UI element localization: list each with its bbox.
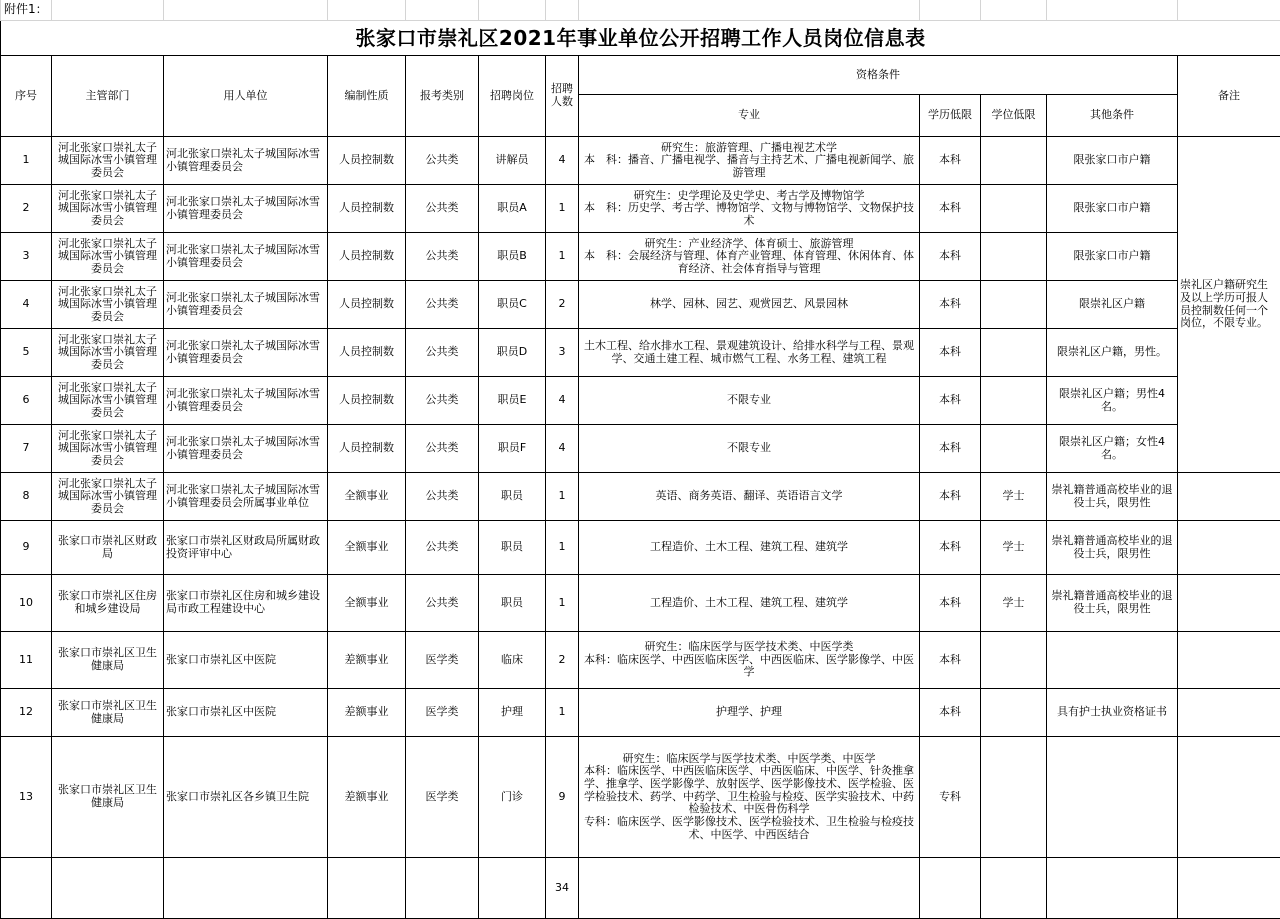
- attachment-label: 附件1：: [1, 0, 52, 21]
- seq-cell: 1: [1, 137, 52, 185]
- post-cell: 职员F: [479, 425, 546, 473]
- post-cell: 职员: [479, 575, 546, 632]
- edu-cell: 本科: [920, 329, 981, 377]
- header-nature: 编制性质: [328, 56, 406, 137]
- edu-cell: 本科: [920, 632, 981, 689]
- other-cell: 崇礼籍普通高校毕业的退役士兵，限男性: [1047, 473, 1178, 521]
- nature-cell: 差额事业: [328, 737, 406, 858]
- table-row: [1, 473, 1280, 521]
- category-cell: 公共类: [406, 281, 479, 329]
- degree-cell: 学士: [981, 473, 1047, 521]
- remark-cell-empty: [1178, 521, 1280, 575]
- seq-cell: 11: [1, 632, 52, 689]
- dept-cell: 张家口市崇礼区住房和城乡建设局: [52, 575, 164, 632]
- edu-cell: 本科: [920, 425, 981, 473]
- post-cell: 职员D: [479, 329, 546, 377]
- count-cell: 1: [546, 521, 579, 575]
- category-cell: 公共类: [406, 521, 479, 575]
- unit-cell: 河北张家口崇礼太子城国际冰雪小镇管理委员会: [164, 233, 328, 281]
- count-cell: 2: [546, 281, 579, 329]
- major-cell: 不限专业: [579, 425, 920, 473]
- edu-cell: 本科: [920, 233, 981, 281]
- header-unit: 用人单位: [164, 56, 328, 137]
- header-post: 招聘岗位: [479, 56, 546, 137]
- category-cell: 公共类: [406, 233, 479, 281]
- empty-cell: [52, 858, 164, 919]
- dept-cell: 河北张家口崇礼太子城国际冰雪小镇管理委员会: [52, 425, 164, 473]
- degree-cell: 学士: [981, 575, 1047, 632]
- unit-cell: 张家口市崇礼区各乡镇卫生院: [164, 737, 328, 858]
- table-row: [1, 233, 1280, 281]
- table-row: [1, 137, 1280, 185]
- count-cell: 1: [546, 233, 579, 281]
- dept-cell: 河北张家口崇礼太子城国际冰雪小镇管理委员会: [52, 233, 164, 281]
- table-row: [1, 377, 1280, 425]
- count-cell: 1: [546, 185, 579, 233]
- count-cell: 3: [546, 329, 579, 377]
- empty-cell: [579, 858, 920, 919]
- dept-cell: 张家口市崇礼区卫生健康局: [52, 689, 164, 737]
- category-cell: 公共类: [406, 575, 479, 632]
- nature-cell: 人员控制数: [328, 137, 406, 185]
- major-cell: 英语、商务英语、翻译、英语语言文学: [579, 473, 920, 521]
- header-edu: 学历低限: [920, 95, 981, 137]
- table-row: [1, 425, 1280, 473]
- table-row: [1, 689, 1280, 737]
- table-row: [1, 632, 1280, 689]
- other-cell: 限张家口市户籍: [1047, 233, 1178, 281]
- degree-cell: [981, 185, 1047, 233]
- empty-cell: [1, 858, 52, 919]
- other-cell: 崇礼籍普通高校毕业的退役士兵，限男性: [1047, 521, 1178, 575]
- header-other: 其他条件: [1047, 95, 1178, 137]
- remark-cell-empty: [1178, 632, 1280, 689]
- table-title: 张家口市崇礼区2021年事业单位公开招聘工作人员岗位信息表: [1, 21, 1280, 56]
- remark-cell: 崇礼区户籍研究生及以上学历可报人员控制数任何一个岗位，不限专业。: [1178, 137, 1280, 473]
- unit-cell: 张家口市崇礼区中医院: [164, 689, 328, 737]
- table-row: [1, 737, 1280, 858]
- post-cell: 职员E: [479, 377, 546, 425]
- edu-cell: 本科: [920, 137, 981, 185]
- empty-cell: [1047, 858, 1178, 919]
- post-cell: 护理: [479, 689, 546, 737]
- count-cell: 1: [546, 575, 579, 632]
- degree-cell: [981, 377, 1047, 425]
- post-cell: 职员C: [479, 281, 546, 329]
- header-category: 报考类别: [406, 56, 479, 137]
- nature-cell: 差额事业: [328, 689, 406, 737]
- empty-cell: [479, 858, 546, 919]
- category-cell: 医学类: [406, 689, 479, 737]
- header-major: 专业: [579, 95, 920, 137]
- post-cell: 门诊: [479, 737, 546, 858]
- unit-cell: 张家口市崇礼区财政局所属财政投资评审中心: [164, 521, 328, 575]
- edu-cell: 本科: [920, 473, 981, 521]
- other-cell: 限崇礼区户籍: [1047, 281, 1178, 329]
- degree-cell: [981, 689, 1047, 737]
- count-cell: 1: [546, 689, 579, 737]
- unit-cell: 河北张家口崇礼太子城国际冰雪小镇管理委员会: [164, 329, 328, 377]
- table-row: [1, 575, 1280, 632]
- edu-cell: 本科: [920, 575, 981, 632]
- empty-cell: [920, 858, 981, 919]
- edu-cell: 本科: [920, 377, 981, 425]
- category-cell: 公共类: [406, 329, 479, 377]
- category-cell: 医学类: [406, 737, 479, 858]
- other-cell: 崇礼籍普通高校毕业的退役士兵，限男性: [1047, 575, 1178, 632]
- major-cell: 研究生：临床医学与医学技术类、中医学类 本科：临床医学、中西医临床医学、中西医临床、医学影像学、中医学: [579, 632, 920, 689]
- degree-cell: [981, 425, 1047, 473]
- category-cell: 公共类: [406, 137, 479, 185]
- seq-cell: 2: [1, 185, 52, 233]
- header-dept: 主管部门: [52, 56, 164, 137]
- total-row: [1, 858, 1280, 919]
- count-cell: 4: [546, 425, 579, 473]
- unit-cell: 张家口市崇礼区中医院: [164, 632, 328, 689]
- unit-cell: 河北张家口崇礼太子城国际冰雪小镇管理委员会: [164, 281, 328, 329]
- major-cell: 工程造价、土木工程、建筑工程、建筑学: [579, 575, 920, 632]
- dept-cell: 张家口市崇礼区财政局: [52, 521, 164, 575]
- nature-cell: 差额事业: [328, 632, 406, 689]
- other-cell: 限崇礼区户籍；男性4名。: [1047, 377, 1178, 425]
- dept-cell: 河北张家口崇礼太子城国际冰雪小镇管理委员会: [52, 329, 164, 377]
- header-remark: 备注: [1178, 56, 1280, 137]
- unit-cell: 河北张家口崇礼太子城国际冰雪小镇管理委员会: [164, 137, 328, 185]
- nature-cell: 全额事业: [328, 521, 406, 575]
- seq-cell: 3: [1, 233, 52, 281]
- empty-cell: [406, 858, 479, 919]
- seq-cell: 13: [1, 737, 52, 858]
- seq-cell: 7: [1, 425, 52, 473]
- header-count: 招聘人数: [546, 56, 579, 137]
- nature-cell: 人员控制数: [328, 185, 406, 233]
- header-qualifications: 资格条件: [579, 56, 1178, 95]
- seq-cell: 5: [1, 329, 52, 377]
- remark-cell-empty: [1178, 689, 1280, 737]
- header-degree: 学位低限: [981, 95, 1047, 137]
- major-cell: 林学、园林、园艺、观赏园艺、风景园林: [579, 281, 920, 329]
- dept-cell: 张家口市崇礼区卫生健康局: [52, 632, 164, 689]
- unit-cell: 张家口市崇礼区住房和城乡建设局市政工程建设中心: [164, 575, 328, 632]
- major-cell: 工程造价、土木工程、建筑工程、建筑学: [579, 521, 920, 575]
- unit-cell: 河北张家口崇礼太子城国际冰雪小镇管理委员会: [164, 185, 328, 233]
- nature-cell: 人员控制数: [328, 425, 406, 473]
- seq-cell: 6: [1, 377, 52, 425]
- degree-cell: [981, 329, 1047, 377]
- dept-cell: 河北张家口崇礼太子城国际冰雪小镇管理委员会: [52, 473, 164, 521]
- count-cell: 1: [546, 473, 579, 521]
- count-cell: 4: [546, 377, 579, 425]
- major-cell: 护理学、护理: [579, 689, 920, 737]
- remark-cell-empty: [1178, 575, 1280, 632]
- dept-cell: 河北张家口崇礼太子城国际冰雪小镇管理委员会: [52, 377, 164, 425]
- empty-cell: [164, 858, 328, 919]
- count-cell: 2: [546, 632, 579, 689]
- nature-cell: 全额事业: [328, 575, 406, 632]
- major-cell: 研究生：史学理论及史学史、考古学及博物馆学 本 科：历史学、考古学、博物馆学、文物与博物馆学、文物保护技术: [579, 185, 920, 233]
- unit-cell: 河北张家口崇礼太子城国际冰雪小镇管理委员会: [164, 425, 328, 473]
- edu-cell: 本科: [920, 185, 981, 233]
- edu-cell: 本科: [920, 281, 981, 329]
- degree-cell: 学士: [981, 521, 1047, 575]
- major-cell: 土木工程、给水排水工程、景观建筑设计、给排水科学与工程、景观学、交通土建工程、城市燃气工程、水务工程、建筑工程: [579, 329, 920, 377]
- edu-cell: 本科: [920, 521, 981, 575]
- category-cell: 公共类: [406, 473, 479, 521]
- post-cell: 讲解员: [479, 137, 546, 185]
- table-row: [1, 281, 1280, 329]
- seq-cell: 9: [1, 521, 52, 575]
- other-cell: 限张家口市户籍: [1047, 137, 1178, 185]
- nature-cell: 人员控制数: [328, 377, 406, 425]
- empty-cell: [981, 858, 1047, 919]
- dept-cell: 河北张家口崇礼太子城国际冰雪小镇管理委员会: [52, 137, 164, 185]
- other-cell: 具有护士执业资格证书: [1047, 689, 1178, 737]
- nature-cell: 人员控制数: [328, 329, 406, 377]
- remark-cell-empty: [1178, 737, 1280, 858]
- other-cell: 限崇礼区户籍，男性。: [1047, 329, 1178, 377]
- empty-cell: [328, 858, 406, 919]
- post-cell: 职员A: [479, 185, 546, 233]
- seq-cell: 4: [1, 281, 52, 329]
- degree-cell: [981, 737, 1047, 858]
- seq-cell: 12: [1, 689, 52, 737]
- table-row: [1, 521, 1280, 575]
- total-count: 34: [546, 858, 579, 919]
- degree-cell: [981, 281, 1047, 329]
- major-cell: 研究生：临床医学与医学技术类、中医学类、中医学 本科：临床医学、中西医临床医学、中西医临床、中医学、针灸推拿学、推拿学、医学影像学、放射医学、医学影像技术、医学检验、医学检验技术、药学、中药学、卫生检验与检疫、医学实验技术、中药检验技术、中医骨伤科学 专科：临床医学、医学影像技术、医学检验技术、卫生检验与检疫技术、中医学、中西医结合: [579, 737, 920, 858]
- other-cell: [1047, 632, 1178, 689]
- major-cell: 研究生：旅游管理、广播电视艺术学 本 科：播音、广播电视学、播音与主持艺术、广播电视新闻学、旅游管理: [579, 137, 920, 185]
- dept-cell: 张家口市崇礼区卫生健康局: [52, 737, 164, 858]
- edu-cell: 专科: [920, 737, 981, 858]
- empty-cell: [1178, 858, 1280, 919]
- degree-cell: [981, 233, 1047, 281]
- count-cell: 9: [546, 737, 579, 858]
- header-seq: 序号: [1, 56, 52, 137]
- major-cell: 不限专业: [579, 377, 920, 425]
- other-cell: 限张家口市户籍: [1047, 185, 1178, 233]
- post-cell: 临床: [479, 632, 546, 689]
- nature-cell: 人员控制数: [328, 281, 406, 329]
- seq-cell: 10: [1, 575, 52, 632]
- remark-cell-empty: [1178, 473, 1280, 521]
- category-cell: 公共类: [406, 377, 479, 425]
- category-cell: 医学类: [406, 632, 479, 689]
- unit-cell: 河北张家口崇礼太子城国际冰雪小镇管理委员会: [164, 377, 328, 425]
- table-row: [1, 329, 1280, 377]
- other-cell: 限崇礼区户籍；女性4名。: [1047, 425, 1178, 473]
- degree-cell: [981, 137, 1047, 185]
- category-cell: 公共类: [406, 185, 479, 233]
- nature-cell: 人员控制数: [328, 233, 406, 281]
- other-cell: [1047, 737, 1178, 858]
- dept-cell: 河北张家口崇礼太子城国际冰雪小镇管理委员会: [52, 185, 164, 233]
- count-cell: 4: [546, 137, 579, 185]
- post-cell: 职员: [479, 521, 546, 575]
- degree-cell: [981, 632, 1047, 689]
- post-cell: 职员B: [479, 233, 546, 281]
- category-cell: 公共类: [406, 425, 479, 473]
- table-row: [1, 185, 1280, 233]
- dept-cell: 河北张家口崇礼太子城国际冰雪小镇管理委员会: [52, 281, 164, 329]
- seq-cell: 8: [1, 473, 52, 521]
- unit-cell: 河北张家口崇礼太子城国际冰雪小镇管理委员会所属事业单位: [164, 473, 328, 521]
- post-cell: 职员: [479, 473, 546, 521]
- nature-cell: 全额事业: [328, 473, 406, 521]
- edu-cell: 本科: [920, 689, 981, 737]
- major-cell: 研究生：产业经济学、体育硕士、旅游管理 本 科：会展经济与管理、体育产业管理、体育管理、休闲体育、体育经济、社会体育指导与管理: [579, 233, 920, 281]
